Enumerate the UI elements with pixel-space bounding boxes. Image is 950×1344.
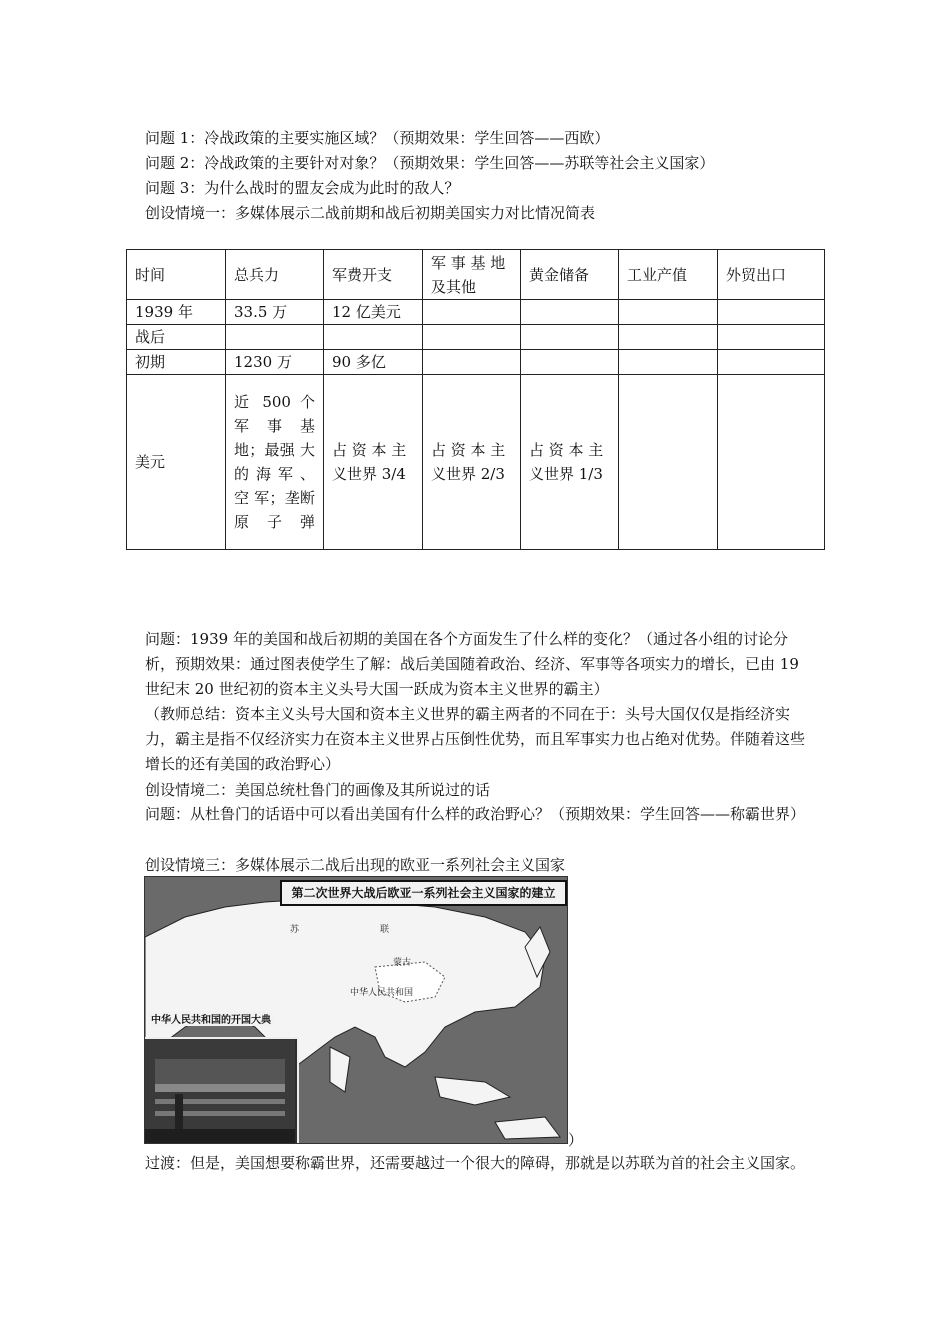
table-cell xyxy=(226,325,324,350)
table-cell xyxy=(619,375,718,550)
header-time: 时间 xyxy=(127,250,226,300)
table-cell xyxy=(718,350,825,375)
question-1: 问题 1：冷战政策的主要实施区域？（预期效果：学生回答——西欧） xyxy=(145,129,610,147)
teacher-summary: （教师总结：资本主义头号大国和资本主义世界的霸主两者的不同在于：头号大国仅仅是指经济实力，霸主是指不仅经济实力在资本主义世界占压倒性优势，而且军事实力也占绝对优势。伴随着这些增长的还有美国的政治野心） xyxy=(145,705,806,773)
table-cell: 战后 xyxy=(127,325,226,350)
map-label-prc: 中华人民共和国 xyxy=(350,988,414,998)
table-cell xyxy=(423,300,521,325)
header-industrial-output: 工业产值 xyxy=(619,250,718,300)
truman-question: 问题：从杜鲁门的话语中可以看出美国有什么样的政治野心？（预期效果：学生回答——称霸世界） xyxy=(145,805,806,823)
table-cell-export-share: 占 资 本 主 义世界 1/3 xyxy=(521,375,619,550)
table-row xyxy=(127,300,825,325)
header-gold-reserves: 黄金储备 xyxy=(521,250,619,300)
header-troops: 总兵力 xyxy=(226,250,324,300)
socialist-states-map xyxy=(144,876,568,1144)
table-row xyxy=(127,375,825,550)
table-cell-industry-share: 占 资 本 主 义世界 2/3 xyxy=(423,375,521,550)
ceremony-photo-image xyxy=(145,1039,295,1143)
scene-2-line: 创设情境二：美国总统杜鲁门的画像及其所说过的话 xyxy=(145,781,491,799)
table-cell xyxy=(521,300,619,325)
table-cell-bases: 近 500 个 军 事 基 地；最强 大 的 海 军 、 空 军；垄断 原子弹 xyxy=(226,375,324,550)
transition-paragraph: 过渡：但是，美国想要称霸世界，还需要越过一个很大的障碍，那就是以苏联为首的社会主义国家。 xyxy=(145,1154,806,1172)
table-cell xyxy=(324,325,423,350)
question-2: 问题 2：冷战政策的主要针对对象？（预期效果：学生回答——苏联等社会主义国家） xyxy=(145,154,715,172)
table-row xyxy=(127,350,825,375)
closing-parenthesis: ） xyxy=(568,1131,584,1149)
scene-3-line: 创设情境三：多媒体展示二战后出现的欧亚一系列社会主义国家 xyxy=(145,856,566,874)
table-cell xyxy=(423,350,521,375)
table-cell xyxy=(619,350,718,375)
question-paragraph: 问题：1939 年的美国和战后初期的美国在各个方面发生了什么样的变化？（通过各小组的讨论分析，预期效果：通过图表使学生了解：战后美国随着政治、经济、军事等各项实力的增长，已由 19 世纪末 20 世纪初的资本主义头号大国一跃成为资本主义世界的霸主） xyxy=(145,630,799,698)
table-cell: 1230 万 xyxy=(226,350,324,375)
map-title: 第二次世界大战后欧亚一系列社会主义国家的建立 xyxy=(280,880,567,906)
question-3: 问题 3：为什么战时的盟友会成为此时的敌人？ xyxy=(145,179,460,197)
inset-title: 中华人民共和国的开国大典 xyxy=(149,1011,273,1026)
table-header-row xyxy=(127,250,825,300)
table-cell xyxy=(718,300,825,325)
table-cell: 33.5 万 xyxy=(226,300,324,325)
table-cell: 12 亿美元 xyxy=(324,300,423,325)
table-cell: 美元 xyxy=(127,375,226,550)
table-cell: 90 多亿 xyxy=(324,350,423,375)
header-military-spending: 军费开支 xyxy=(324,250,423,300)
scene-1-line: 创设情境一：多媒体展示二战前期和战后初期美国实力对比情况简表 xyxy=(145,204,596,222)
map-label-union: 联 xyxy=(380,925,390,935)
us-strength-table xyxy=(126,249,825,550)
table-cell xyxy=(423,325,521,350)
table-cell: 初期 xyxy=(127,350,226,375)
founding-ceremony-photo xyxy=(145,1015,299,1144)
table-cell xyxy=(521,325,619,350)
map-label-mongolia: 蒙古 xyxy=(393,958,412,968)
table-cell-gold-share: 占 资 本 主 义世界 3/4 xyxy=(324,375,423,550)
table-cell xyxy=(718,375,825,550)
table-cell xyxy=(718,325,825,350)
table-cell: 1939 年 xyxy=(127,300,226,325)
table-cell xyxy=(619,325,718,350)
header-military-bases: 军 事 基 地 及其他 xyxy=(423,250,521,300)
table-row xyxy=(127,325,825,350)
table-cell xyxy=(619,300,718,325)
table-cell xyxy=(521,350,619,375)
map-label-ussr: 苏 xyxy=(290,925,300,935)
header-exports: 外贸出口 xyxy=(718,250,825,300)
